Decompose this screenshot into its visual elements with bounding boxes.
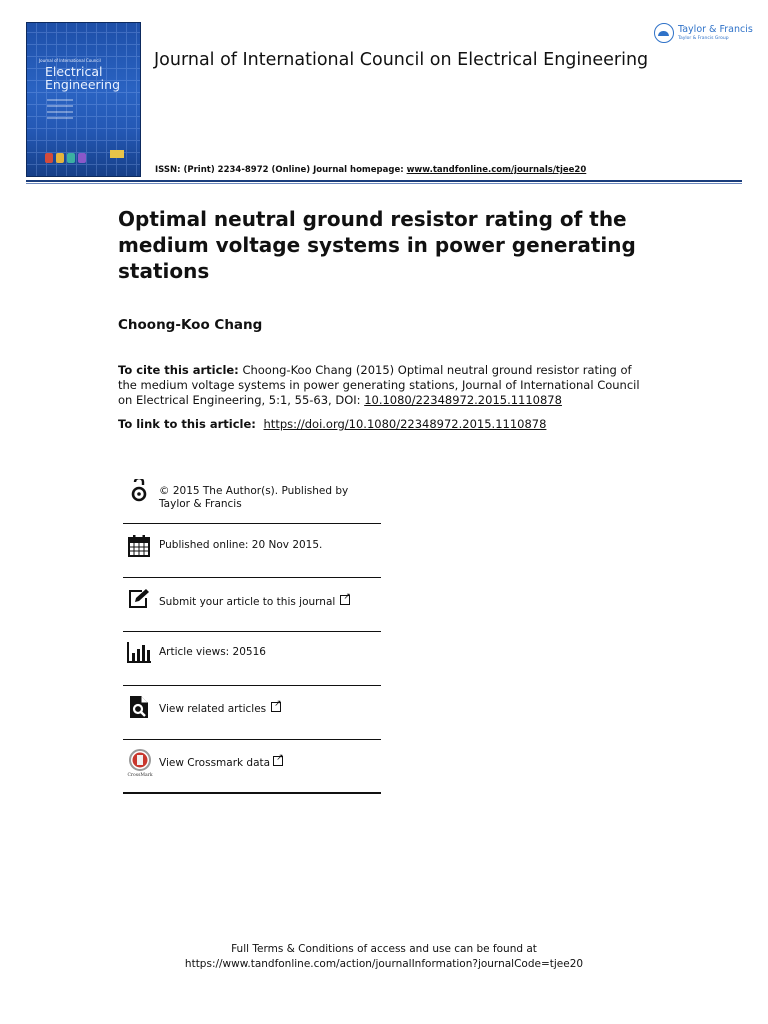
article-author: Choong-Koo Chang <box>118 317 263 333</box>
info-row-views <box>123 632 381 686</box>
issn-line <box>155 165 586 175</box>
cover-text-lines <box>47 95 87 135</box>
external-link-icon <box>273 756 283 766</box>
publisher-sub: Taylor & Francis Group <box>678 36 729 41</box>
article-views: Article views: 20516 <box>159 646 266 658</box>
open-access-icon <box>127 479 151 503</box>
cover-figures <box>45 148 105 162</box>
journal-cover-image[interactable] <box>26 22 141 177</box>
crossmark-icon <box>127 749 153 777</box>
info-row-crossmark[interactable] <box>123 740 381 794</box>
cover-badge <box>110 150 124 158</box>
taylor-francis-logo[interactable] <box>654 22 753 48</box>
info-row-submit[interactable] <box>123 578 381 632</box>
submit-article-label: Submit your article to this journal <box>159 596 336 608</box>
terms-link[interactable]: https://www.tandfonline.com/action/journalInformation?journalCode=tjee20 <box>184 958 584 970</box>
citation-text: Choong-Koo Chang (2015) Optimal neutral ground resistor rating of the medium voltage systems in power generating stations, Journal of International Council on Electrical Engineering, 5:1, 55-63, DOI: <box>118 363 640 407</box>
related-articles-icon <box>127 695 151 719</box>
header-divider-thin <box>26 183 742 184</box>
citation-label: To cite this article: <box>118 363 239 377</box>
cover-title-line2: Engineering <box>45 77 120 92</box>
cover-title-line1: Electrical <box>45 64 103 79</box>
publisher-name: Taylor & Francis <box>678 24 753 35</box>
submit-article-link[interactable] <box>159 595 350 609</box>
citation-block <box>118 363 648 408</box>
article-link-label: To link to this article: <box>118 417 260 431</box>
published-date: Published online: 20 Nov 2015. <box>159 539 323 551</box>
view-related-articles-link[interactable] <box>159 702 281 716</box>
open-access-text: © 2015 The Author(s). Published by Taylor & Francis <box>159 485 349 510</box>
terms-footer <box>0 942 768 972</box>
article-doi-link[interactable]: https://doi.org/10.1080/22348972.2015.1110878 <box>263 417 547 431</box>
journal-homepage-link[interactable]: www.tandfonline.com/journals/tjee20 <box>406 165 587 175</box>
info-row-related[interactable] <box>123 686 381 740</box>
journal-name[interactable]: Journal of International Council on Electrical Engineering <box>154 50 649 70</box>
view-crossmark-label: View Crossmark data <box>159 757 271 769</box>
terms-line1: Full Terms & Conditions of access and use can be found at <box>231 943 537 955</box>
info-row-open-access <box>123 474 381 524</box>
cover-title <box>45 65 120 91</box>
crossmark-logo-text: CrossMark <box>127 773 153 777</box>
view-related-label: View related articles <box>159 703 267 715</box>
cover-top-text: Journal of International Council <box>39 58 101 63</box>
citation-doi-link[interactable]: 10.1080/22348972.2015.1110878 <box>364 393 562 407</box>
article-info-list <box>123 474 381 794</box>
calendar-icon <box>127 534 151 558</box>
issn-text: ISSN: (Print) 2234-8972 (Online) Journal homepage: <box>155 165 407 175</box>
article-title: Optimal neutral ground resistor rating of the medium voltage systems in power generating stations <box>118 207 636 283</box>
article-link-line <box>118 417 546 431</box>
external-link-icon <box>340 595 350 605</box>
info-row-published <box>123 524 381 578</box>
bar-chart-icon <box>127 640 151 664</box>
edit-icon <box>127 587 151 611</box>
view-crossmark-link[interactable] <box>159 756 283 770</box>
external-link-icon <box>271 702 281 712</box>
publisher-logo-icon <box>654 23 674 43</box>
header-divider <box>26 180 742 182</box>
